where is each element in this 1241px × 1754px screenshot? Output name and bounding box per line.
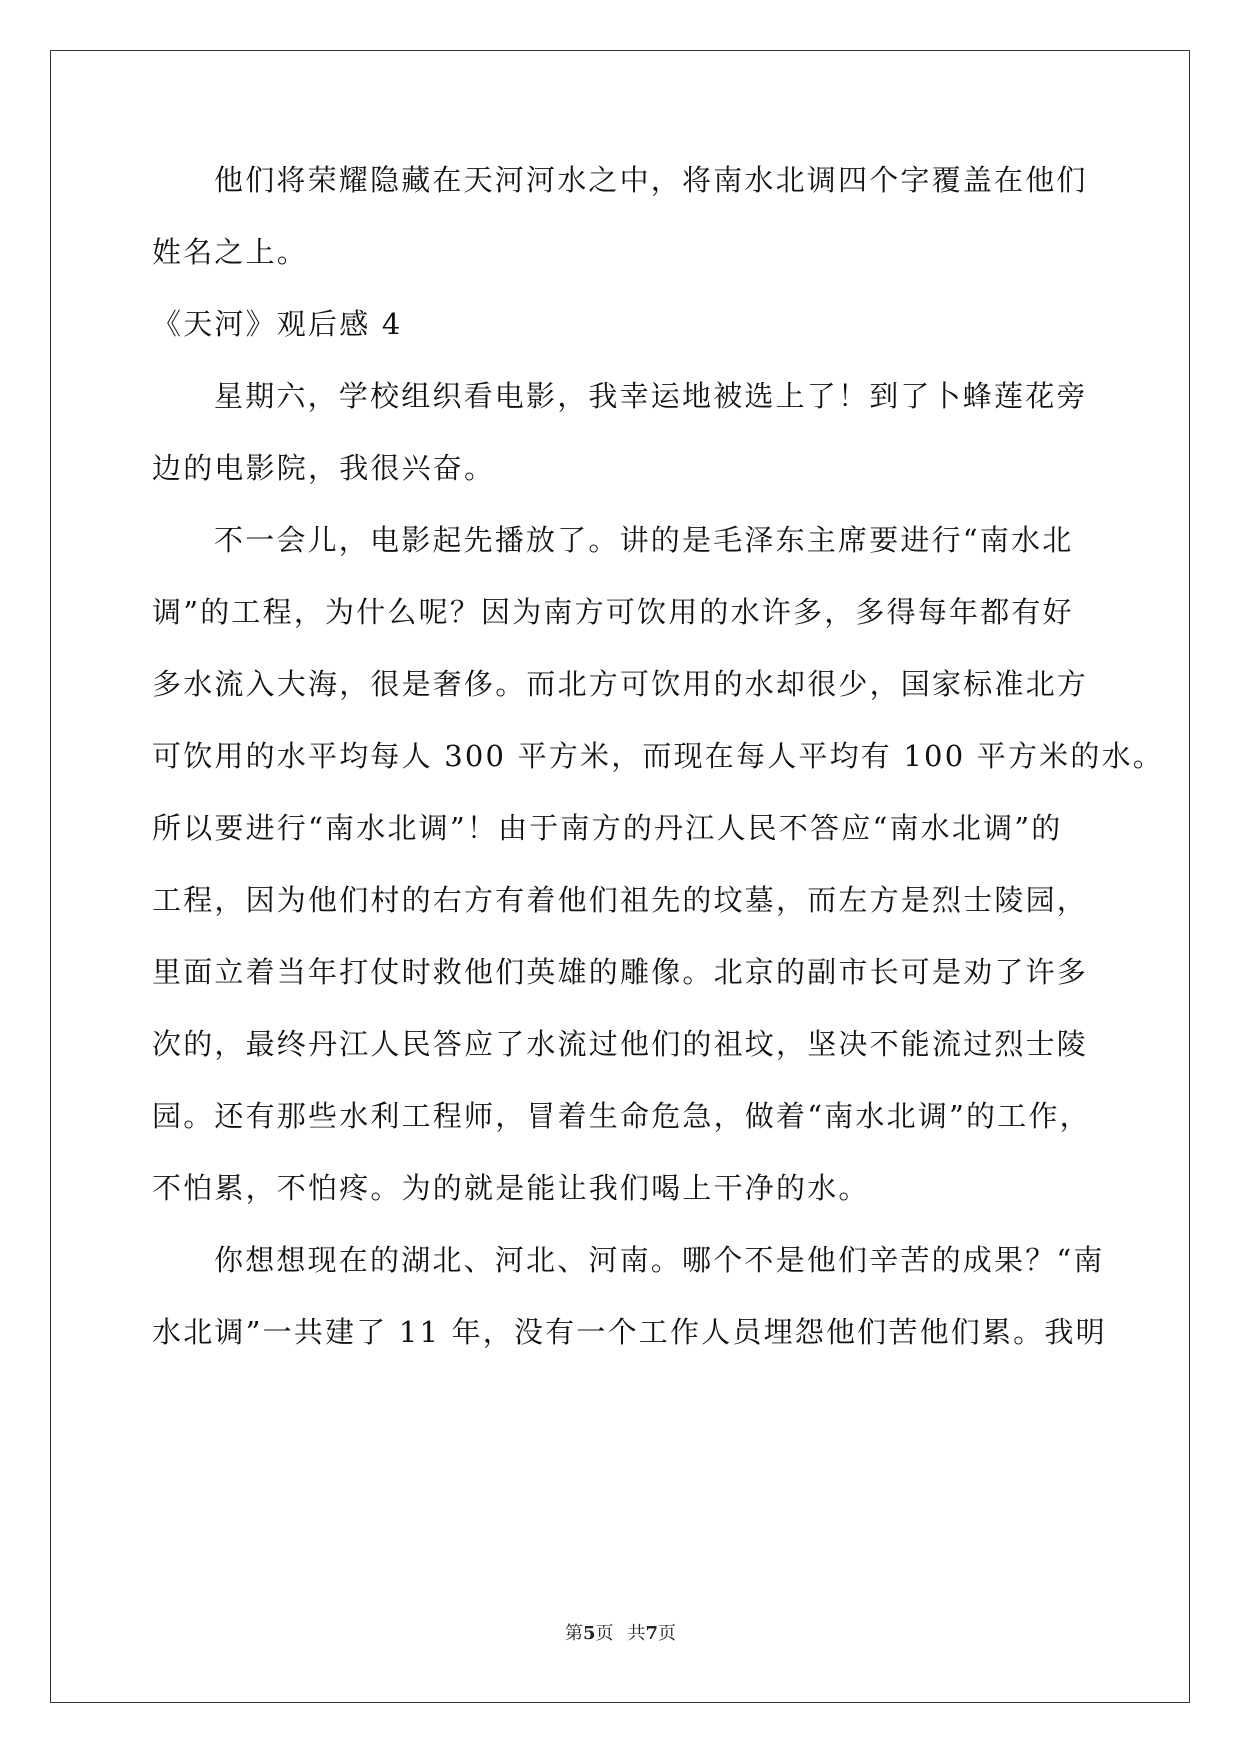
- text-line: 多水流入大海，很是奢侈。而北方可饮用的水却很少，国家标准北方: [152, 667, 1089, 701]
- page-footer: [0, 1622, 1241, 1646]
- text-line: 你想想现在的湖北、河北、河南。哪个不是他们辛苦的成果？“南: [214, 1243, 1105, 1277]
- text-line: 园。还有那些水利工程师，冒着生命危急，做着“南水北调”的工作，: [152, 1099, 1091, 1133]
- page-prefix: 第: [564, 1623, 583, 1644]
- text-line: 里面立着当年打仗时救他们英雄的雕像。北京的副市长可是劝了许多: [152, 955, 1089, 989]
- text-line: 工程，因为他们村的右方有着他们祖先的坟墓，而左方是烈士陵园，: [152, 883, 1089, 917]
- text-line: 星期六，学校组织看电影，我幸运地被选上了！到了卜蜂莲花旁: [214, 379, 1088, 413]
- text-line: 姓名之上。: [152, 235, 309, 269]
- total-suffix: 页: [658, 1623, 677, 1644]
- page-frame: [50, 50, 1190, 1703]
- page-suffix: 页: [595, 1623, 614, 1644]
- text-line: 边的电影院，我很兴奋。: [152, 451, 496, 485]
- text-line: 所以要进行“南水北调”！由于南方的丹江人民不答应“南水北调”的: [152, 811, 1063, 845]
- text-line: 调”的工程，为什么呢？因为南方可饮用的水许多，多得每年都有好: [152, 595, 1074, 629]
- text-line: 水北调”一共建了 11 年，没有一个工作人员埋怨他们苦他们累。我明: [152, 1315, 1107, 1349]
- text-line: 次的，最终丹江人民答应了水流过他们的祖坟，坚决不能流过烈士陵: [152, 1027, 1089, 1061]
- text-line: 可饮用的水平均每人 300 平方米，而现在每人平均有 100 平方米的水。: [152, 739, 1164, 773]
- section-heading: 《天河》观后感 4: [152, 307, 403, 341]
- text-line: 不一会儿，电影起先播放了。讲的是毛泽东主席要进行“南水北: [214, 523, 1074, 557]
- total-prefix: 共: [627, 1623, 646, 1644]
- page-total: 7: [645, 1623, 659, 1644]
- text-line: 他们将荣耀隐藏在天河河水之中，将南水北调四个字覆盖在他们: [214, 163, 1088, 197]
- text-line: 不怕累，不怕疼。为的就是能让我们喝上干净的水。: [152, 1171, 870, 1205]
- page-number: 5: [582, 1623, 596, 1644]
